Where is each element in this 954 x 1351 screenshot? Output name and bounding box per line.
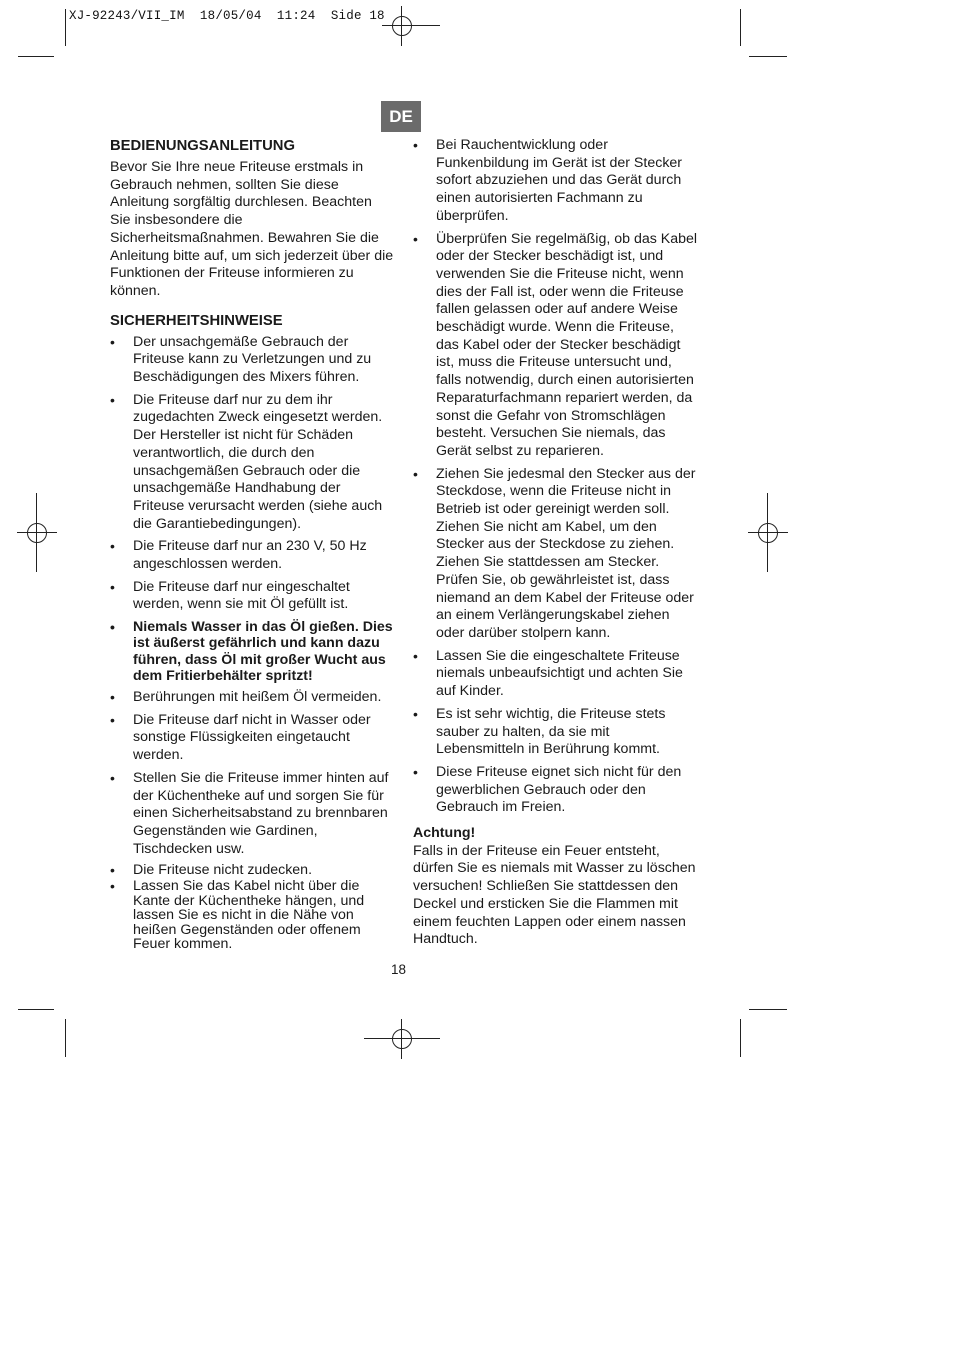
safety-list xyxy=(110,334,395,952)
list-item: • Die Friteuse darf nur zu dem ihr zugedachten Zweck eingesetzt werden. Der Hersteller ist nicht für Schäden verantwortlich, die durch den unsachgemäßen Gebrauch oder die unsachgemäße Handhabung der Friteuse verursacht werden (siehe auch die Garantiebedingungen). xyxy=(110,392,395,534)
section-heading-instructions: BEDIENUNGSANLEITUNG xyxy=(110,138,295,154)
list-item: • Überprüfen Sie regelmäßig, ob das Kabel oder der Stecker beschädigt ist, und verwenden Sie die Friteuse nicht, wenn dies der Fall ist, oder wenn die Friteuse fallen gelassen oder auf andere Weise beschädigt wurde. Wenn die Friteuse, das Kabel oder der Stecker beschädigt ist, muss die Friteuse untersucht und, falls notwendig, durch einen autorisierten Reparaturfachmann repariert werden, da sonst die Gefahr von Stromschlägen besteht. Versuchen Sie niemals, das Gerät selbst zu reparieren. xyxy=(413,231,698,461)
list-item-warning: • Niemals Wasser in das Öl gießen. Dies ist äußerst gefährlich und kann dazu führen, dass Öl mit großer Wucht aus dem Fritierbehälter spritzt! xyxy=(110,619,395,684)
right-column xyxy=(413,137,698,949)
list-item: • Ziehen Sie jedesmal den Stecker aus der Steckdose, wenn die Friteuse nicht in Betrieb ist oder gereinigt werden soll. Ziehen Sie nicht am Kabel, um den Stecker aus der Steckdose zu ziehen. Ziehen Sie stattdessen am Stecker. Prüfen Sie, ob gewährleistet ist, dass niemand an dem Kabel der Friteuse oder an einem Verlängerungskabel ziehen oder darüber stolpern kann. xyxy=(413,466,698,643)
section-heading-safety: SICHERHEITSHINWEISE xyxy=(110,312,283,329)
crop-mark xyxy=(18,1009,54,1010)
list-item: • Lassen Sie die eingeschaltete Friteuse niemals unbeaufsichtigt und achten Sie auf Kinder. xyxy=(413,648,698,701)
list-item: • Die Friteuse darf nicht in Wasser oder sonstige Flüssigkeiten eingetaucht werden. xyxy=(110,712,395,765)
safety-list-continued xyxy=(413,137,698,817)
registration-mark-top xyxy=(382,6,422,46)
warning-text: Falls in der Friteuse ein Feuer entsteht, dürfen Sie es niemals mit Wasser zu löschen versuchen! Schließen Sie stattdessen den Deckel und ersticken Sie die Flammen mit einem feuchten Lappen oder einem nassen Handtuch. xyxy=(413,842,696,948)
list-item: • Die Friteuse nicht zudecken. xyxy=(110,863,395,878)
page-number: 18 xyxy=(391,962,407,977)
crop-mark xyxy=(65,1019,66,1057)
crop-mark xyxy=(740,9,741,46)
crop-mark xyxy=(364,1038,440,1039)
crop-mark xyxy=(36,493,37,572)
list-item: • Berührungen mit heißem Öl vermeiden. xyxy=(110,689,395,707)
crop-mark xyxy=(767,493,768,572)
list-item: • Bei Rauchentwicklung oder Funkenbildung im Gerät ist der Stecker sofort abzuziehen und das Gerät durch einen autorisierten Fachmann zu überprüfen. xyxy=(413,137,698,226)
registration-mark-bottom xyxy=(382,1019,422,1059)
registration-mark-left xyxy=(17,513,57,553)
crop-mark xyxy=(65,9,66,46)
list-item: • Der unsachgemäße Gebrauch der Friteuse kann zu Verletzungen und zu Beschädigungen des Mixers führen. xyxy=(110,334,395,387)
crop-mark xyxy=(749,1009,787,1010)
list-item: • Diese Friteuse eignet sich nicht für den gewerblichen Gebrauch oder den Gebrauch im Freien. xyxy=(413,764,698,817)
crop-mark xyxy=(18,56,54,57)
crop-mark xyxy=(402,25,440,26)
list-item: • Die Friteuse darf nur an 230 V, 50 Hz angeschlossen werden. xyxy=(110,538,395,573)
list-item: • Es ist sehr wichtig, die Friteuse stets sauber zu halten, da sie mit Lebensmitteln in Berührung kommt. xyxy=(413,706,698,759)
intro-paragraph: Bevor Sie Ihre neue Friteuse erstmals in Gebrauch nehmen, sollten Sie diese Anleitung sorgfältig durchlesen. Beachten Sie insbesondere die Sicherheitsmaßnahmen. Bewahren Sie die Anleitung bitte auf, um sich jederzeit über die Funktionen der Friteuse informieren zu können. xyxy=(110,159,394,299)
list-item: • Lassen Sie das Kabel nicht über die Kante der Küchentheke hängen, und lassen Sie es nicht in die Nähe von heißen Gegenständen oder offenem Feuer kommen. xyxy=(110,879,395,952)
language-badge: DE xyxy=(381,101,421,132)
crop-mark xyxy=(740,1019,741,1057)
crop-mark xyxy=(749,56,787,57)
list-item: • Die Friteuse darf nur eingeschaltet werden, wenn sie mit Öl gefüllt ist. xyxy=(110,579,395,614)
registration-mark-right xyxy=(748,513,788,553)
warning-title: Achtung! xyxy=(413,825,476,842)
left-column xyxy=(110,137,395,953)
print-slug: XJ-92243/VII_IM 18/05/04 11:24 Side 18 xyxy=(69,9,385,23)
list-item: • Stellen Sie die Friteuse immer hinten auf der Küchentheke auf und sorgen Sie für einen Sicherheitsabstand zu brennbaren Gegenständen wie Gardinen, Tischdecken usw. xyxy=(110,770,395,859)
